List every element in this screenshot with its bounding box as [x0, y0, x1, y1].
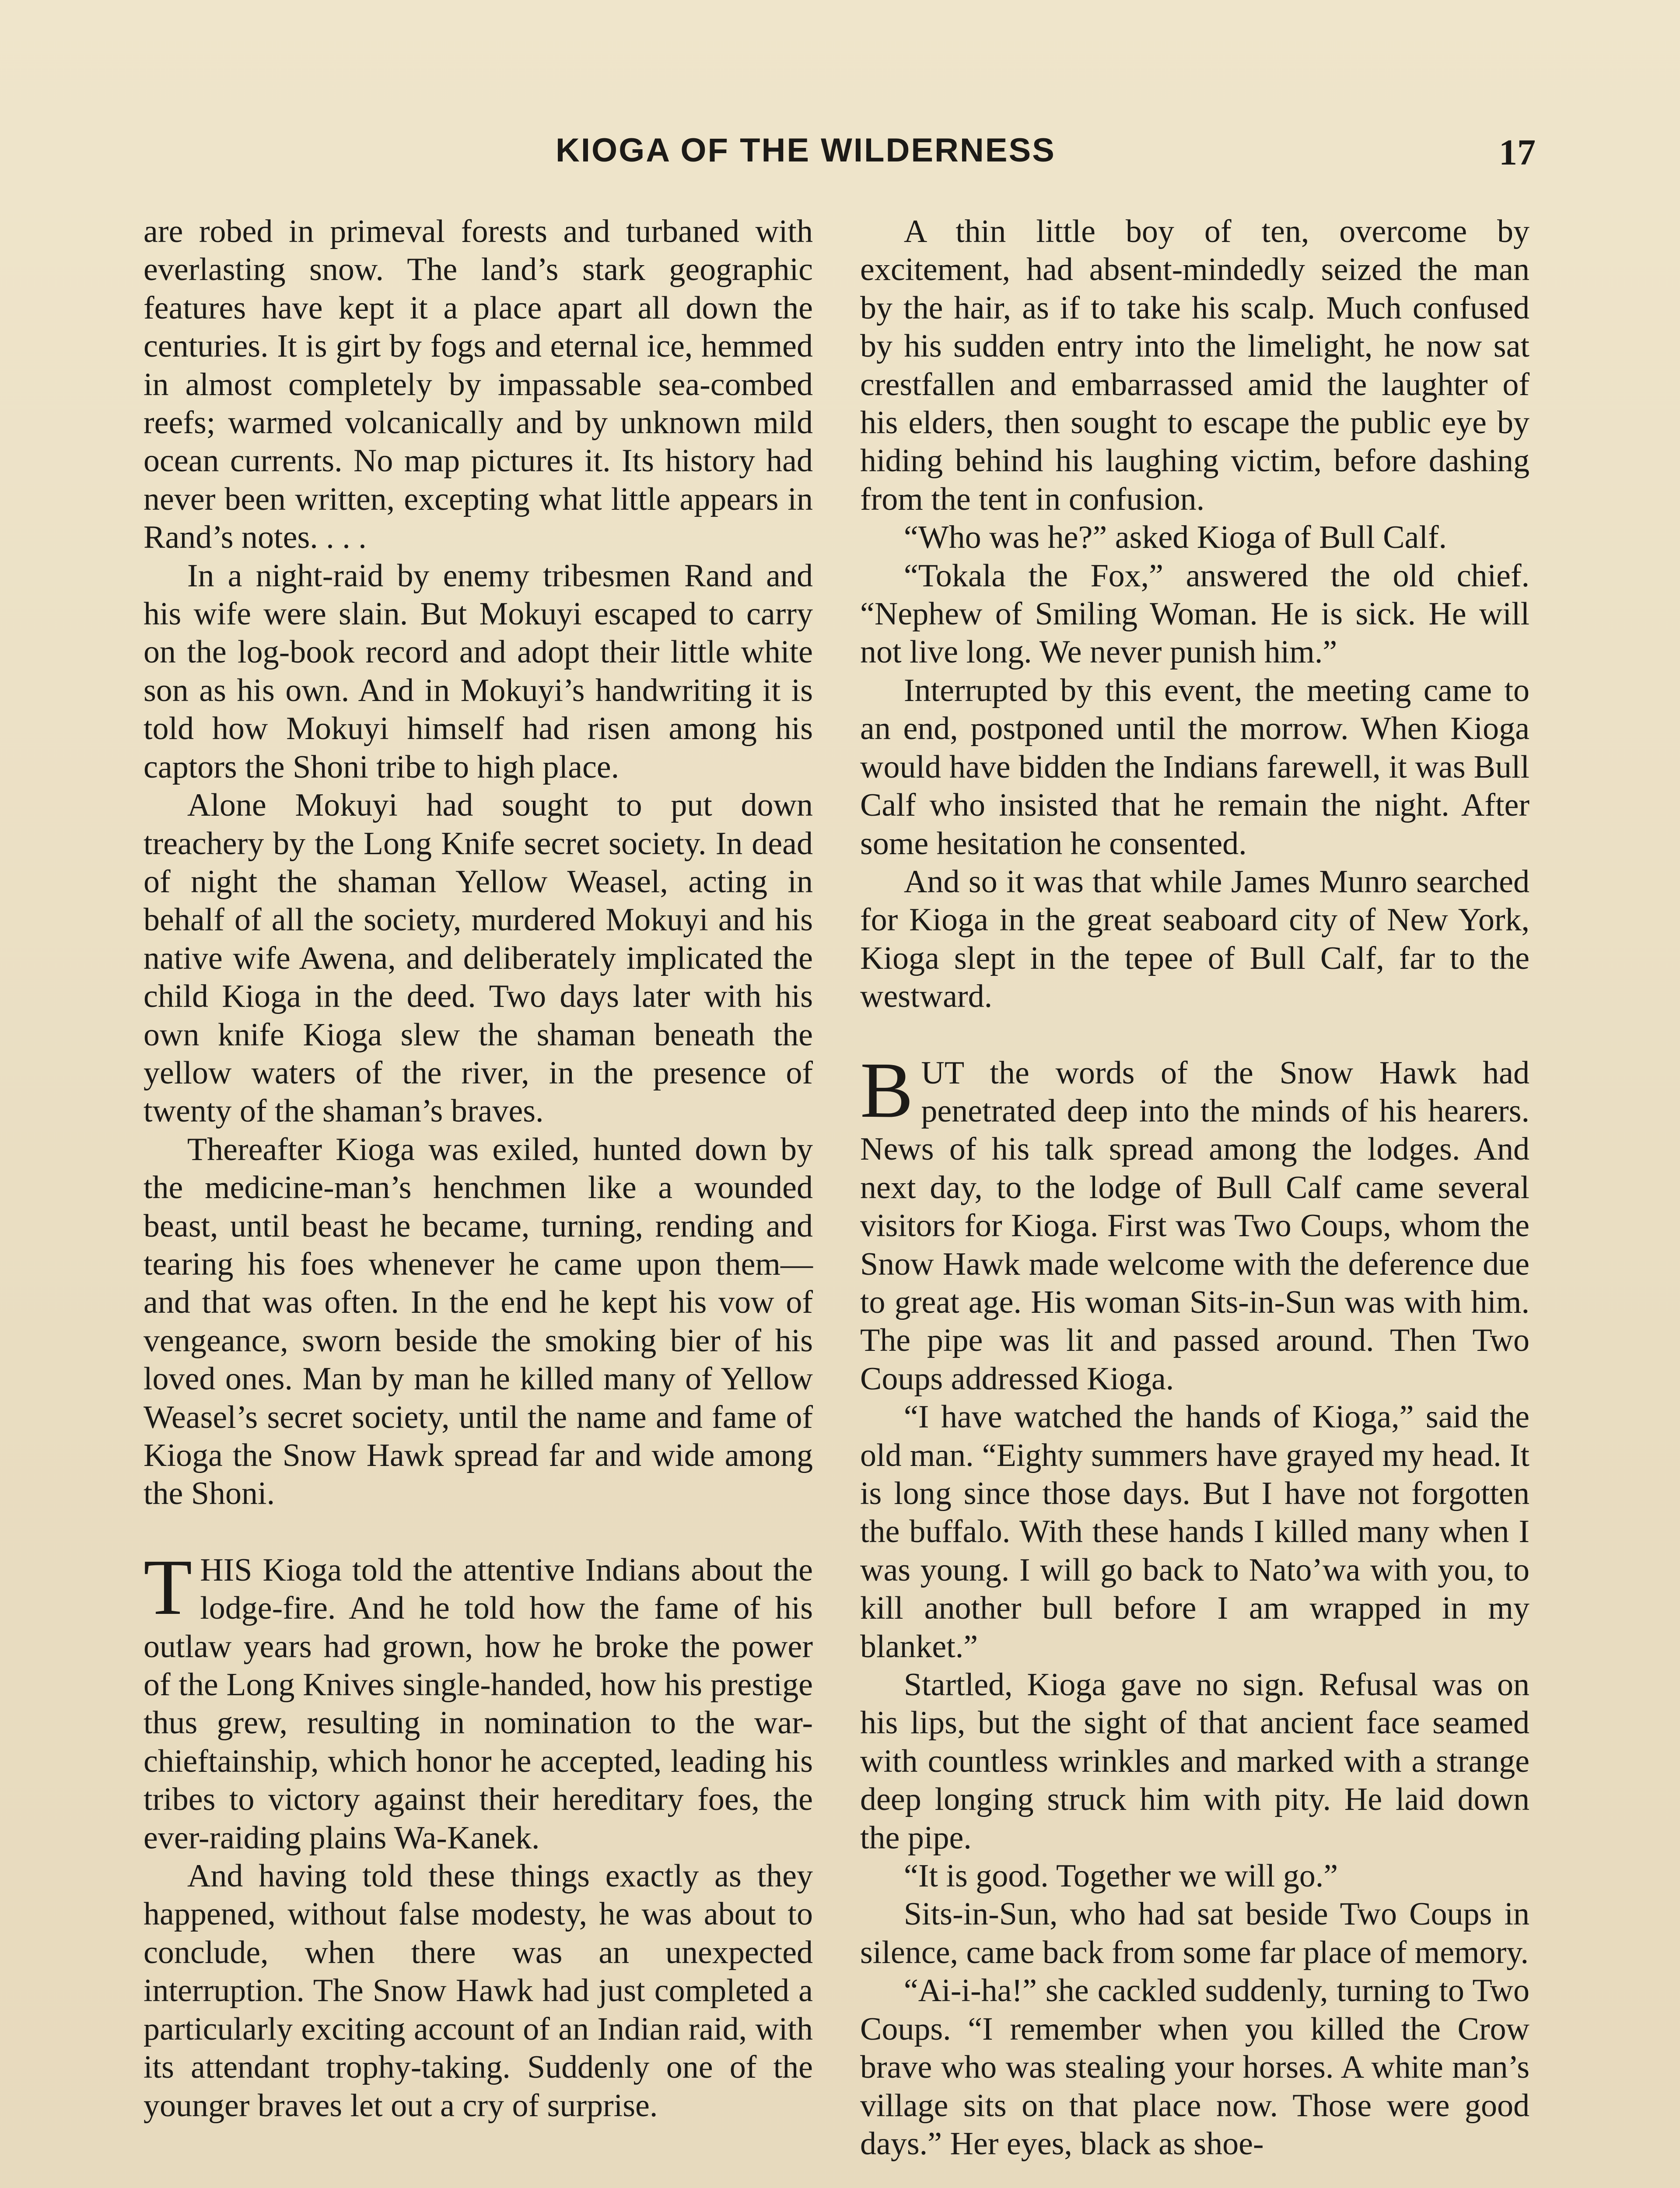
page-number: 17 — [1499, 132, 1536, 173]
paragraph: “Tokala the Fox,” answered the old chief. “Nephew of Smiling Woman. He is sick. He will not live long. We never punish him.” — [860, 558, 1530, 670]
paragraph: And having told these things exactly as they happened, without false modesty, he was about to conclude, when there was an unexpected interruption. The Snow Hawk had just completed a particularly exciting account of an Indian raid, with its attendant trophy-taking. Suddenly one of the younger braves let out a cry of surprise. — [144, 1858, 813, 2124]
section-paragraph — [144, 1543, 813, 1857]
paragraph: are robed in primeval forests and turbaned with everlasting snow. The land’s stark geographic features have kept it a place apart all down the centuries. It is girt by fogs and eternal ice, hemmed in almost completely by impassable sea-combed reefs; warmed volcanically and by unknown mild ocean currents. No map pictures it. Its history had never been written, excepting what little appears in Rand’s notes. . . . — [144, 214, 813, 556]
paragraph: And so it was that while James Munro searched for Kioga in the great seaboard city of New York, Kioga slept in the tepee of Bull Calf, far to the westward. — [860, 863, 1530, 1015]
section-paragraph — [860, 1046, 1530, 1399]
paragraph: Interrupted by this event, the meeting came to an end, postponed until the morrow. When Kioga would have bidden the Indians farewell, it was Bull Calf who insisted that he remain the night. After some hesitation he consented. — [860, 672, 1530, 862]
paragraph: “Ai-i-ha!” she cackled suddenly, turning to Two Coups. “I remember when you killed the Crow brave who was stealing your horses. A white man’s village sits on that place now. Those were good days.” Her eyes, black as shoe- — [860, 1973, 1530, 2162]
paragraph-text: HIS Kioga told the attentive Indians about the lodge-fire. And he told how the fame of his outlaw years had grown, how he broke the power of the Long Knives single-handed, how his prestige thus grew, resulting in nomination to the war-chieftainship, which honor he accepted, leading his tribes to victory against their hereditary foes, the ever-raiding plains Wa-Kanek. — [144, 1552, 813, 1856]
page-header — [0, 131, 1680, 179]
paragraph: Alone Mokuyi had sought to put down treachery by the Long Knife secret society. In dead of night the shaman Yellow Weasel, acting in behalf of all the society, murdered Mokuyi and his native wife Awena, and deliberately implicated the child Kioga in the deed. Two days later with his own knife Kioga slew the shaman beneath the yellow waters of the river, in the presence of twenty of the shaman’s braves. — [144, 787, 813, 1129]
paragraph: “I have watched the hands of Kioga,” said the old man. “Eighty summers have grayed my head. It is long since those days. But I have not forgotten the buffalo. With these hands I killed many when I was young. I will go back to Nato’wa with you, to kill another bull before I am wrapped in my blanket.” — [860, 1399, 1530, 1665]
paragraph-text: UT the words of the Snow Hawk had penetrated deep into the minds of his hearers. News of his talk spread among the lodges. And next day, to the lodge of Bull Calf came several visitors for Kioga. First was Two Coups, whom the Snow Hawk made welcome with the deference due to great age. His woman Sits-in-Sun was with him. The pipe was lit and passed around. Then Two Coups addressed Kioga. — [860, 1055, 1530, 1397]
paragraph: A thin little boy of ten, overcome by excitement, had absent-mindedly seized the man by the hair, as if to take his scalp. Much confused by his sudden entry into the limelight, he now sat crestfallen and embarrassed amid the laughter of his elders, then sought to escape the public eye by hiding behind his laughing victim, before dashing from the tent in confusion. — [860, 214, 1530, 517]
paragraph: Thereafter Kioga was exiled, hunted down by the medicine-man’s henchmen like a wounded beast, until beast he became, turning, rending and tearing his foes whenever he came upon them—and that was often. In the end he kept his vow of vengeance, sworn beside the smoking bier of his loved ones. Man by man he killed many of Yellow Weasel’s secret society, until the name and fame of Kioga the Snow Hawk spread far and wide among the Shoni. — [144, 1131, 813, 1512]
paragraph: In a night-raid by enemy tribesmen Rand and his wife were slain. But Mokuyi escaped to carry on the log-book record and adopt their little white son as his own. And in Mokuyi’s handwriting it is told how Mokuyi himself had risen among his captors the Shoni tribe to high place. — [144, 558, 813, 785]
left-column — [144, 213, 813, 2125]
paragraph: Sits-in-Sun, who had sat beside Two Coups in silence, came back from some far place of memory. — [860, 1896, 1530, 1971]
paragraph: “It is good. Together we will go.” — [903, 1858, 1338, 1894]
running-title: KIOGA OF THE WILDERNESS — [556, 132, 1056, 169]
paragraph: “Who was he?” asked Kioga of Bull Calf. — [903, 519, 1447, 556]
right-column — [860, 213, 1530, 2163]
paragraph: Startled, Kioga gave no sign. Refusal was on his lips, but the sight of that ancient face seamed with countless wrinkles and marked with a strange deep longing struck him with pity. He laid down the pipe. — [860, 1667, 1530, 1856]
drop-cap: T — [144, 1543, 192, 1631]
drop-cap: B — [860, 1046, 914, 1134]
